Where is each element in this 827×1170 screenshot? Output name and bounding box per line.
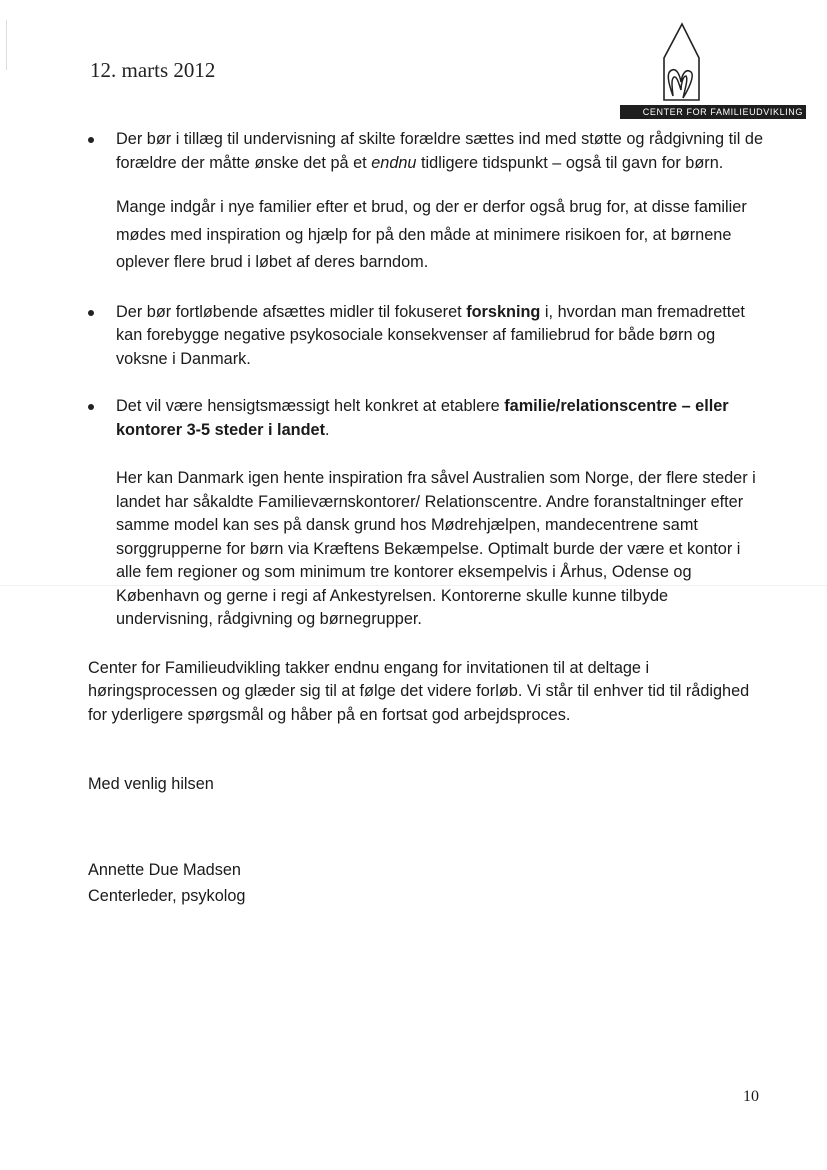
text-span: Der bør i tillæg til undervisning af skilte forældre sættes ind med støtte og rådgivning til de forældre der måtte ønske det på et bbox=[116, 130, 764, 172]
text-span: tidligere tidspunkt – også til gavn for børn. bbox=[416, 153, 724, 172]
text-span: i, hvordan man fremadrettet kan forebygge negative psykosociale konsekvenser af familiebrud for både børn og voksne i Danmark. bbox=[116, 302, 745, 368]
scan-edge-mark bbox=[6, 20, 7, 70]
bullet-item-centres bbox=[88, 395, 768, 442]
text-span: Der bør fortløbende afsættes midler til fokuseret bbox=[116, 302, 467, 321]
text-span: Det vil være hensigtsmæssigt helt konkret at etablere bbox=[116, 397, 505, 415]
letter-date: 12. marts 2012 bbox=[90, 58, 216, 82]
signature-title: Centerleder, psykolog bbox=[88, 887, 246, 905]
bullet-text bbox=[116, 395, 768, 442]
emphasis-text: endnu bbox=[371, 153, 417, 172]
page-number: 10 bbox=[743, 1088, 759, 1105]
bullet-dot-icon bbox=[88, 310, 94, 316]
bold-text: familie/relationscentre – eller kontorer 3-5 steder i landet bbox=[116, 397, 729, 439]
bold-text: forskning bbox=[466, 302, 541, 321]
signature-name: Annette Due Madsen bbox=[88, 860, 241, 879]
logo-text: CENTER FOR FAMILIEUDVIKLING bbox=[642, 107, 803, 117]
closing-paragraph: Center for Familieudvikling takker endnu engang for invitationen til at deltage i høringsprocessen og glæder sig til at følge det videre forløb. Vi står til enhver tid til rådighed for yderligere spørgsmål og håber på en fortsat god arbejdsproces. bbox=[88, 658, 750, 724]
bullet-text bbox=[116, 301, 768, 372]
logo-band bbox=[620, 105, 806, 119]
bullet-item-support bbox=[88, 128, 768, 175]
letter-body bbox=[88, 128, 768, 909]
text-span: . bbox=[325, 420, 330, 439]
bullet-paragraph: Her kan Danmark igen hente inspiration fra såvel Australien som Norge, der flere steder i landet har såkaldte Familieværnskontorer/ Relationscentre. Andre foranstaltninger efter samme model kan ses på dansk grund hos Mødrehjælpen, mandecentrene samt sorggrupperne for børn via Kræftens Bekæmpelse. Optimalt burde der være et kontor i alle fem regioner og som minimum tre kontorer eksempelvis i Århus, Odense og København og gerne i regi af Ankestyrelsen. Kontorerne skulle kunne tilbyde undervisning, rådgivning og børnegrupper. bbox=[116, 469, 756, 628]
bullet-dot-icon bbox=[88, 137, 94, 143]
bullet-dot-icon bbox=[88, 404, 94, 410]
greeting: Med venlig hilsen bbox=[88, 775, 214, 793]
center-logo bbox=[620, 20, 806, 122]
bullet-paragraph: Mange indgår i nye familier efter et brud, og der er derfor også brug for, at disse familier mødes med inspiration og hjælp for på den måde at minimere risikoen for, at børnene oplever flere brud i løbet af deres barndom. bbox=[116, 198, 747, 271]
bullet-item-research bbox=[88, 301, 768, 372]
house-heart-icon bbox=[620, 20, 806, 106]
bullet-text bbox=[116, 128, 768, 175]
